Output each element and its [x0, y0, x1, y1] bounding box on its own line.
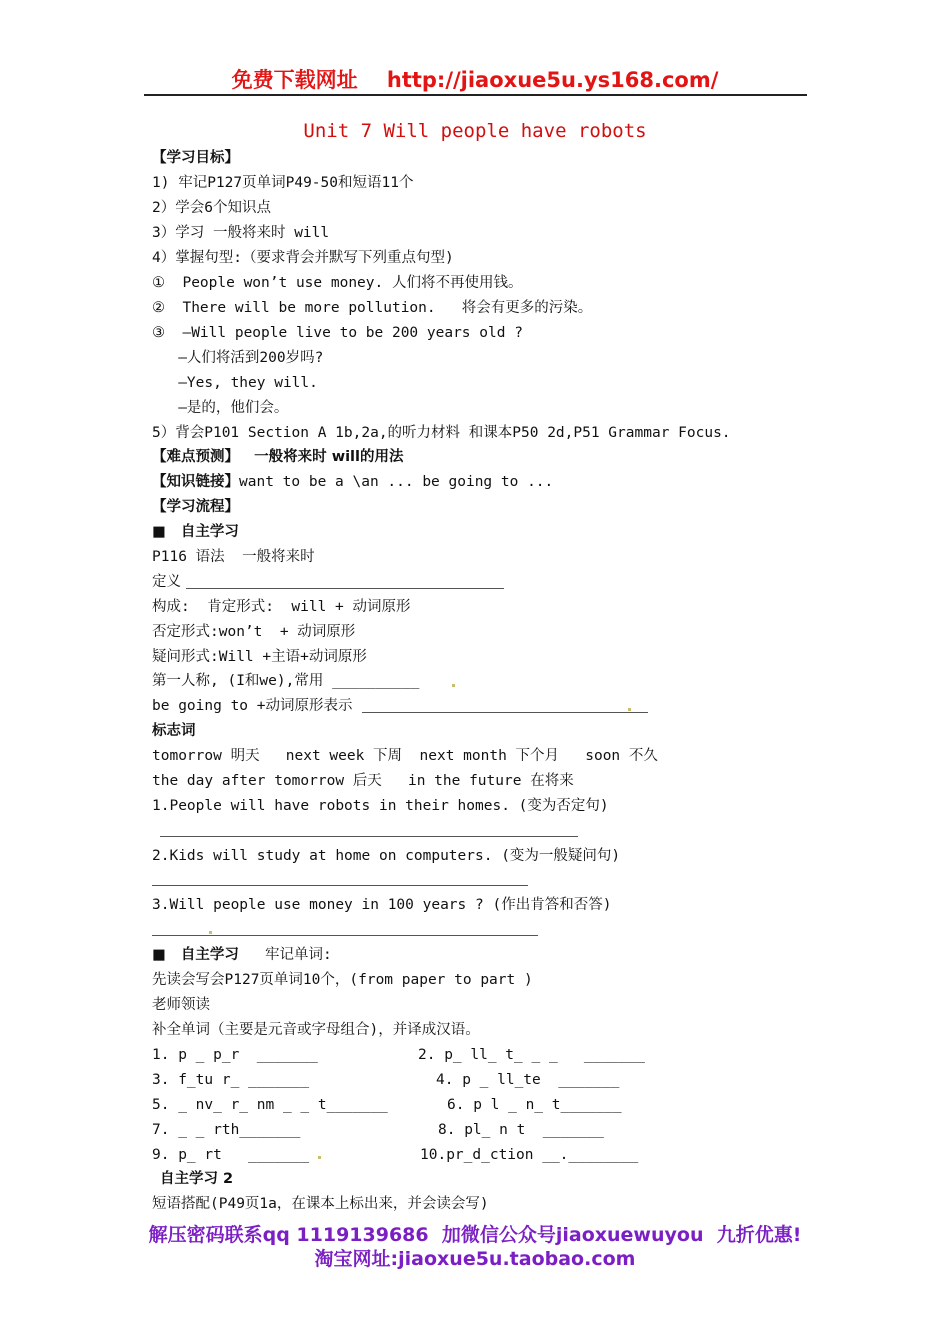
- word-item-10: 10.pr_d_ction __.________: [420, 1147, 639, 1163]
- objective-4: 4）掌握句型:（要求背会并默写下列重点句型): [152, 250, 454, 266]
- teacher-lead: 老师领读: [152, 997, 210, 1013]
- knowledge-link-label: 【知识链接】: [152, 474, 239, 490]
- sentence-1: ① People won’t use money. 人们将不再使用钱。: [152, 275, 523, 291]
- first-person-usage: 第一人称, (I和we),常用 __________: [152, 673, 420, 689]
- scan-speck: [318, 1156, 321, 1159]
- word-item-9: 9. p_ rt _______: [152, 1147, 310, 1163]
- self-study-subtitle-2: 牢记单词:: [238, 947, 332, 963]
- difficulty-text: 一般将来时 will的用法: [239, 449, 404, 465]
- definition-blank: [186, 588, 504, 589]
- difficulty-label: 【难点预测】: [152, 449, 239, 465]
- exercise-2-blank: [152, 885, 528, 886]
- objective-2: 2）学会6个知识点: [152, 200, 271, 216]
- be-going-to-blank: [362, 712, 648, 713]
- exercise-1-blank: [160, 836, 578, 837]
- scan-speck: [452, 684, 455, 687]
- word-item-8: 8. pl_ n t _______: [438, 1122, 604, 1138]
- word-item-2: 2. p_ ll_ t_ _ _ _______: [418, 1047, 645, 1063]
- objectives-heading: 【学习目标】: [152, 150, 239, 166]
- word-item-6: 6. p l _ n_ t_______: [447, 1097, 622, 1113]
- word-item-7: 7. _ _ rth_______: [152, 1122, 301, 1138]
- exercise-1: 1.People will have robots in their homes. (变为否定句): [152, 798, 609, 814]
- word-item-1: 1. p _ p_r _______: [152, 1047, 318, 1063]
- signal-words-heading: 标志词: [152, 723, 196, 739]
- negative-structure: 否定形式:won’t + 动词原形: [152, 624, 356, 640]
- definition-label: 定义: [152, 574, 181, 590]
- scan-speck: [209, 931, 212, 934]
- complete-instruction: 补全单词（主要是元音或字母组合)，并译成汉语。: [152, 1022, 480, 1038]
- footer-shop-url: 淘宝网址:jiaoxue5u.taobao.com: [314, 1248, 636, 1270]
- process-heading: 【学习流程】: [152, 499, 239, 515]
- page-title: Unit 7 Will people have robots: [303, 120, 647, 142]
- word-item-4: 4. p _ ll_te _______: [436, 1072, 620, 1088]
- exercise-3: 3.Will people use money in 100 years ? (作出肯答和否答): [152, 897, 612, 913]
- difficulty-line: [152, 447, 404, 467]
- exercise-3-blank: [152, 935, 538, 936]
- knowledge-link-text: want to be a \an ... be going to ...: [239, 474, 554, 490]
- affirmative-structure: 构成: 肯定形式: will + 动词原形: [152, 599, 411, 615]
- sentence-3: ③ —Will people live to be 200 years old ?: [152, 325, 523, 341]
- phrase-match-instruction: 短语搭配(P49页1a，在课本上标出来，并会读会写): [152, 1196, 489, 1212]
- objective-5: 5）背会P101 Section A 1b,2a,的听力材料 和课本P50 2d,P51 Grammar Focus.: [152, 425, 731, 441]
- exercise-2: 2.Kids will study at home on computers. (变为一般疑问句): [152, 848, 621, 864]
- scan-speck: [628, 708, 631, 711]
- word-item-5: 5. _ nv_ r_ nm _ _ t_______: [152, 1097, 388, 1113]
- footer-contact: 解压密码联系qq 1119139686 加微信公众号jiaoxuewuyou 九折优惠!: [148, 1224, 802, 1246]
- header-divider: [144, 94, 807, 96]
- header-download-url: 免费下载网址 http://jiaoxue5u.ys168.com/: [231, 68, 719, 92]
- objective-3: 3）学习 一般将来时 will: [152, 225, 330, 241]
- question-structure: 疑问形式:Will +主语+动词原形: [152, 649, 367, 665]
- sentence-3-answer-translation: —是的，他们会。: [152, 400, 289, 416]
- self-study-heading-3: 自主学习 2: [160, 1171, 234, 1187]
- sentence-2: ② There will be more pollution. 将会有更多的污染。: [152, 300, 593, 316]
- word-item-3: 3. f_tu r_ _______: [152, 1072, 310, 1088]
- self-study-heading-1: ■ 自主学习: [152, 524, 239, 540]
- read-write-instruction: 先读会写会P127页单词10个，(from paper to part ): [152, 972, 533, 988]
- self-study-heading-2: ■ 自主学习: [152, 947, 239, 963]
- knowledge-link-line: [152, 472, 553, 492]
- signal-words-2: the day after tomorrow 后天 in the future 在将来: [152, 773, 574, 789]
- objective-1: 1) 牢记P127页单词P49-50和短语11个: [152, 175, 414, 191]
- sentence-3-answer: —Yes, they will.: [152, 375, 318, 391]
- signal-words-1: tomorrow 明天 next week 下周 next month 下个月 soon 不久: [152, 748, 658, 764]
- sentence-3-translation: —人们将活到200岁吗?: [152, 350, 324, 366]
- self-study-line-2: [152, 945, 332, 965]
- grammar-reference: P116 语法 一般将来时: [152, 549, 315, 565]
- be-going-to-label: be going to +动词原形表示: [152, 698, 353, 714]
